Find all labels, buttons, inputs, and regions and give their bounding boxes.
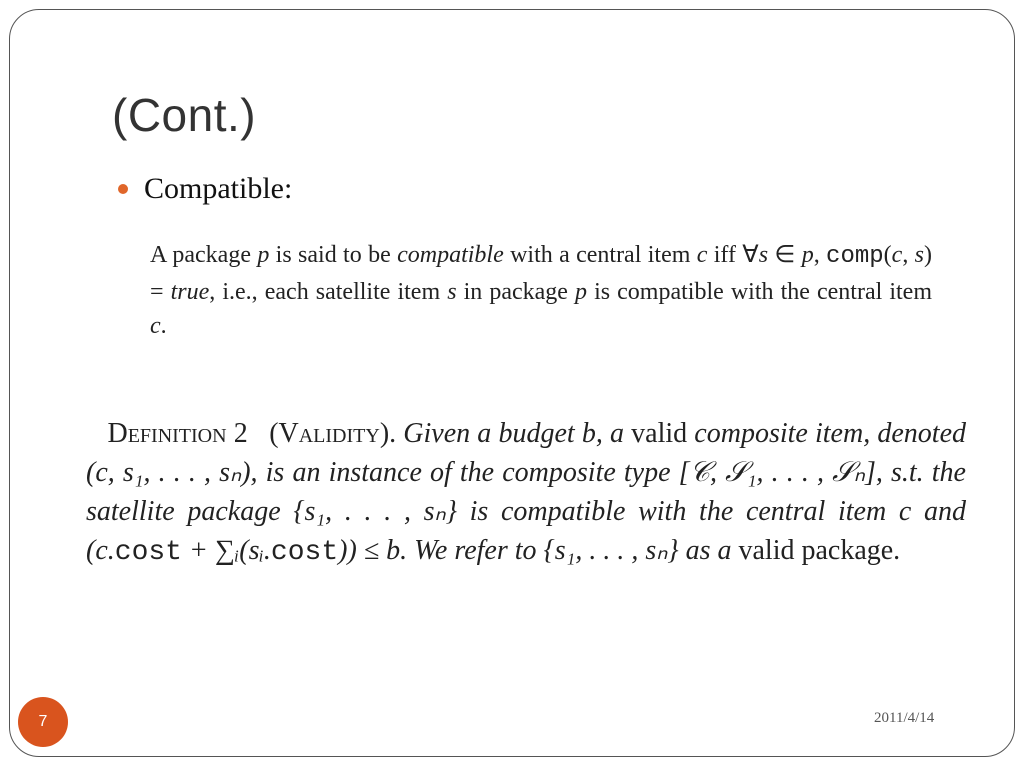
- emphasis: true: [170, 278, 210, 305]
- text: (: [883, 242, 892, 268]
- text: valid package.: [731, 535, 901, 566]
- math-var: s: [758, 242, 769, 268]
- math-var: s: [914, 242, 925, 268]
- text: in package: [456, 278, 576, 305]
- text: ,: [902, 242, 915, 268]
- math-var: s: [447, 278, 457, 305]
- math-function: comp: [826, 243, 884, 270]
- math-var: c: [696, 242, 708, 268]
- math-var: c: [891, 242, 903, 268]
- math-var: p: [575, 278, 588, 305]
- bullet-dot-icon: [118, 184, 128, 194]
- text: is compatible with the central item: [587, 278, 932, 305]
- text: denoted (c, s₁, . . . , sₙ), is an instance of the composite type [𝒞, 𝒮₁, . . . , 𝒮ₙ], s.t. the satellite package {s₁, . . . , sₙ} is compatible with the central item c and (c.: [86, 418, 966, 566]
- math-field: cost: [270, 537, 339, 568]
- slide-title: (Cont.): [112, 89, 257, 141]
- text: A package: [150, 242, 258, 268]
- definition-name: (Validity).: [269, 418, 397, 449]
- emphasis: compatible: [397, 242, 504, 268]
- text: with a central item: [503, 242, 697, 268]
- math-field: cost: [114, 537, 182, 568]
- text: + ∑ᵢ(sᵢ.: [181, 535, 271, 566]
- text: )) ≤ b. We refer to {s₁, . . . , sₙ} as a: [338, 535, 732, 566]
- bullet-text: Compatible:: [144, 172, 293, 205]
- text: , i.e., each satellite item: [209, 278, 448, 305]
- math-var: p: [257, 242, 270, 268]
- text: composite item,: [687, 418, 878, 449]
- slide-date: 2011/4/14: [874, 710, 935, 726]
- bullet-item: [118, 172, 292, 206]
- text: Given a budget b, a: [396, 418, 632, 449]
- page-number-badge: 7: [18, 697, 68, 747]
- text: .: [160, 313, 167, 339]
- text: ) =: [150, 242, 933, 305]
- text: ∈: [768, 242, 802, 268]
- definition-heading: Definition 2: [107, 418, 248, 449]
- math-var: c: [150, 313, 161, 339]
- text: ,: [813, 242, 827, 268]
- text: valid: [631, 418, 688, 449]
- text: is said to be: [269, 242, 398, 268]
- validity-definition: [86, 414, 966, 572]
- math-var: p: [801, 242, 814, 268]
- compatibility-definition: [150, 238, 932, 344]
- text: iff ∀: [707, 242, 759, 268]
